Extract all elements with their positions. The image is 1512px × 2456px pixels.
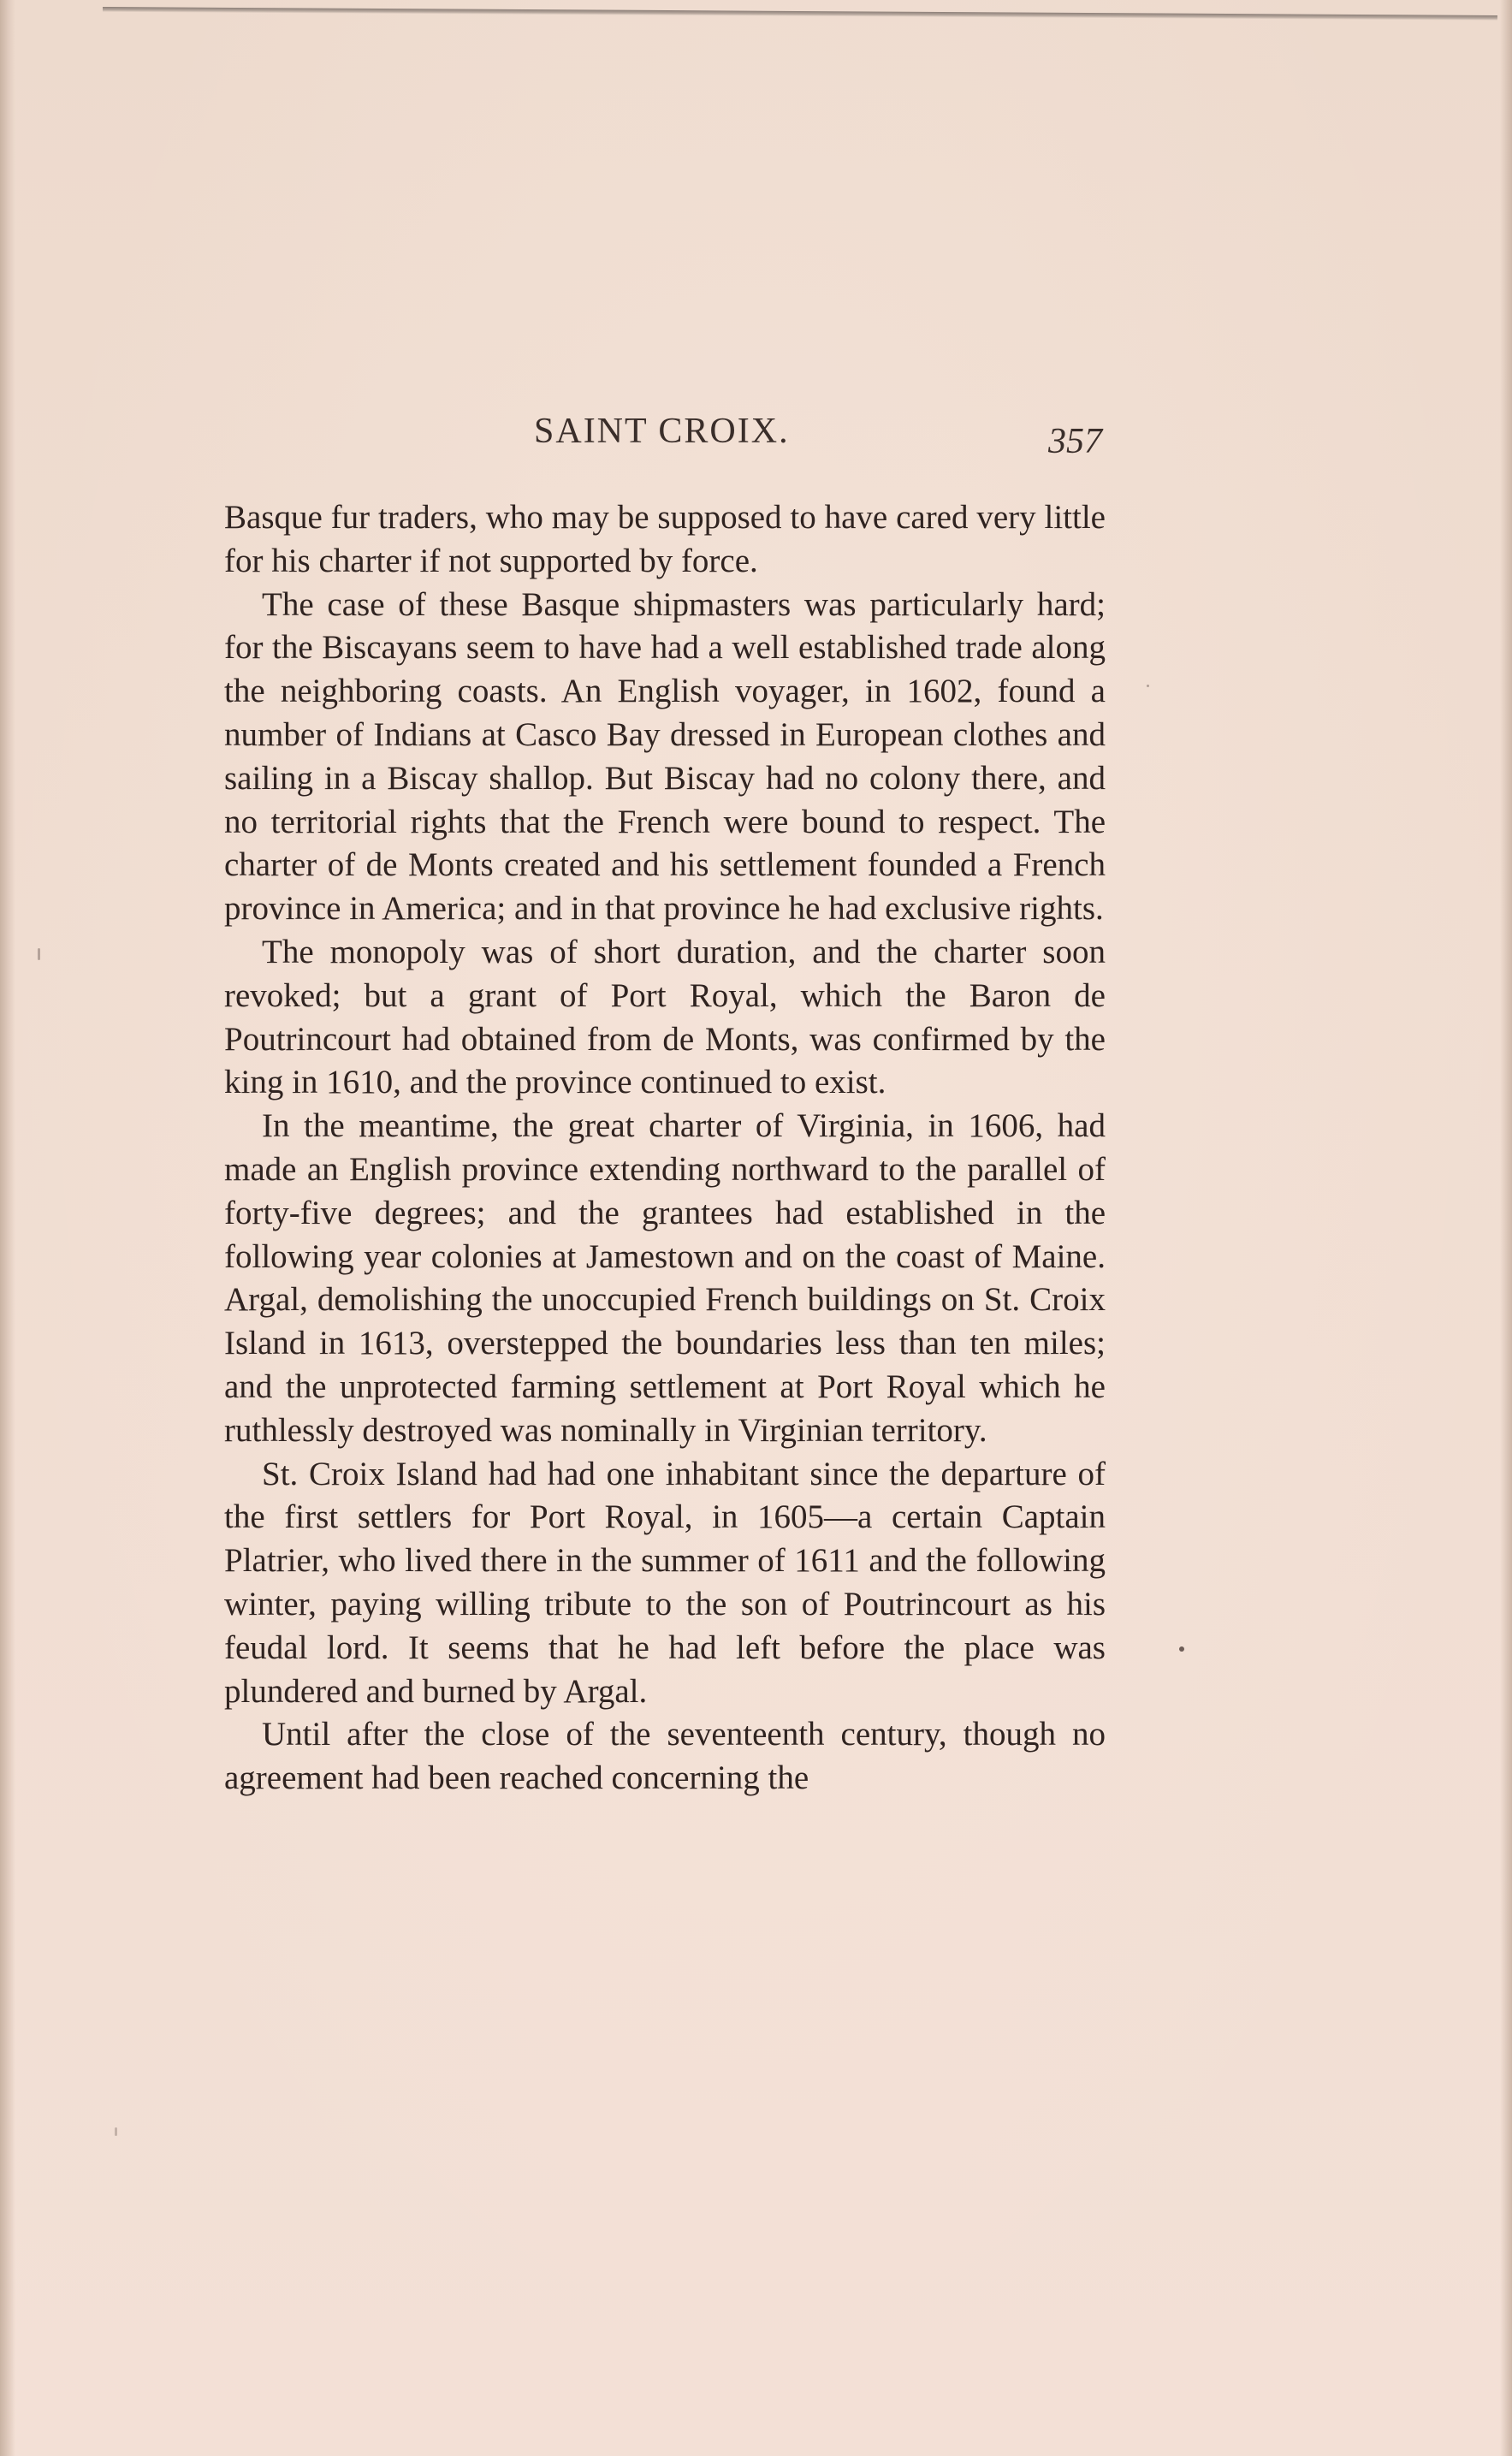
paper-speck <box>1179 1646 1184 1652</box>
paragraph: The monopoly was of short duration, and the charter soon revoked; but a grant of Port Royal, which the Baron de Poutrincourt had obtained from de Monts, was confirmed by the king in 1610, and the province continued to exist. <box>224 933 1106 1101</box>
paragraph: St. Croix Island had had one inhabitant since the departure of the first settlers for Port Royal, in 1605—a certain Captain Platrier, who lived there in the summer of 1611 and the following winter, paying willing tribute to the son of Poutrincourt as his feudal lord. It seems that he had left before the place was plundered and burned by Argal. <box>224 1455 1106 1710</box>
page-number: 357 <box>1048 422 1102 461</box>
paper-speck <box>115 2127 117 2136</box>
page-header <box>231 402 1112 462</box>
paragraph: In the meantime, the great charter of Virginia, in 1606, had made an English province extending northward to the parallel of forty-five degrees; and the grantees had established in the following year colonies at Jamestown and on the coast of Maine. Argal, demolishing the unoccupied French buildings on St. Croix Island in 1613, overstepped the boundaries less than ten miles; and the unprotected farming settlement at Port Royal which he ruthlessly destroyed was nominally in Virginian territory. <box>224 1107 1106 1449</box>
paper-speck <box>1147 685 1149 687</box>
paragraph: Basque fur traders, who may be supposed to have cared very little for his charter if not supported by force. <box>224 499 1106 579</box>
page-left-edge-shadow <box>0 0 15 2456</box>
top-edge-rule <box>103 7 1497 21</box>
paragraph: Until after the close of the seventeenth century, though no agreement had been reached concerning the <box>224 1716 1106 1797</box>
body-text <box>224 496 1106 1800</box>
running-head: SAINT CROIX. <box>534 412 790 451</box>
page-right-edge-shadow <box>1500 0 1512 2456</box>
paragraph: The case of these Basque shipmasters was particularly hard; for the Biscayans seem to have had a well established trade along the neighboring coasts. An English voyager, in 1602, found a number of Indians at Casco Bay dressed in European clothes and sailing in a Biscay shallop. But Biscay had no colony there, and no territorial rights that the French were bound to respect. The charter of de Monts created and his settlement founded a French province in America; and in that province he had exclusive rights. <box>224 585 1106 928</box>
paper-speck <box>38 948 40 960</box>
